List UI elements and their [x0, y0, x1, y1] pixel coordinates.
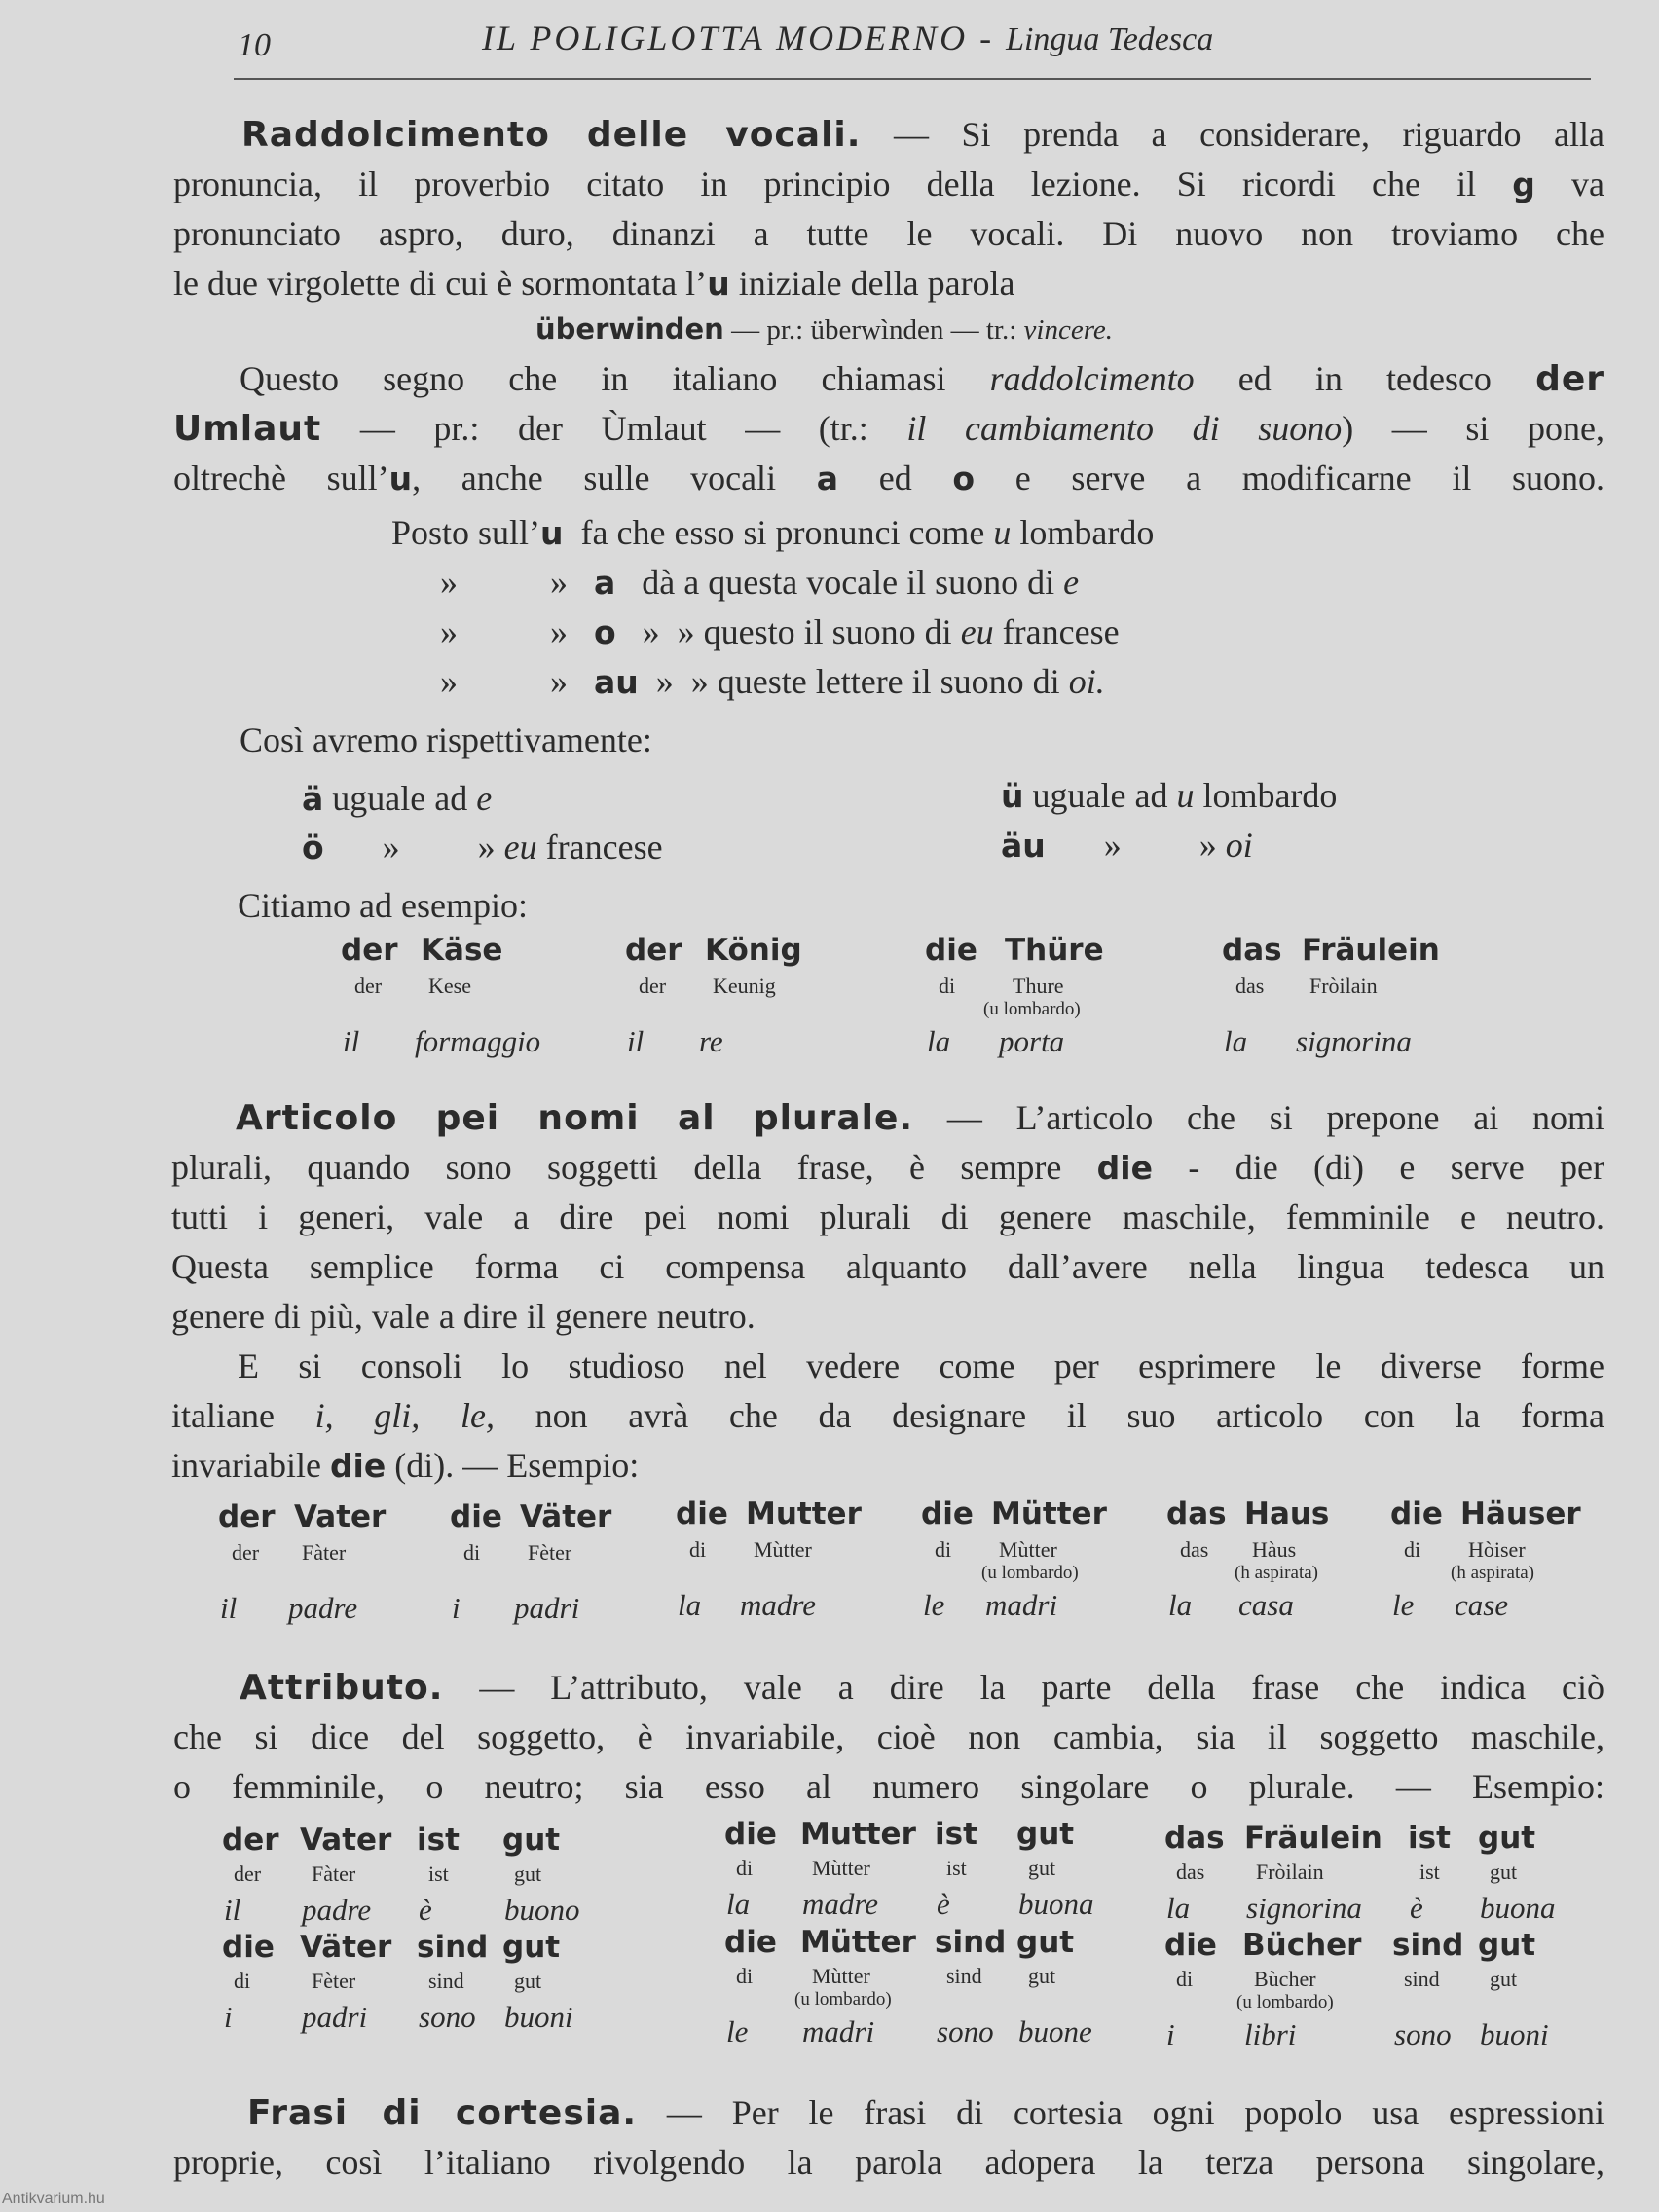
citiamo-intro: Citiamo ad esempio:: [238, 886, 528, 925]
german-word: ist: [1408, 1821, 1451, 1856]
book-subtitle: Lingua Tedesca: [1006, 21, 1214, 57]
german-article: der: [218, 1499, 276, 1534]
pron-word: Mùtter: [812, 1964, 870, 1988]
section-articolo: Articolo pei nomi al plurale. — L’articolo che si prepone ai nomi plurali, quando sono soggetti della frase, è sempre die - die (di) e serve per tutti i generi, vale a dire pei nomi plurali di genere maschile, femminile e neutro. Questa semplice forma ci compensa alquanto dall’avere nella lingua tedesca un genere di più, vale a dire il genere neutro. E si consoli lo studioso nel vedere come per esprimere le diverse forme italiane i, gli, le, non avrà che da designare il suo articolo con la forma invariabile die (di). — Esempio:: [171, 1098, 1605, 1485]
book-title: IL POLIGLOTTA MODERNO - Lingua Tedesca: [482, 18, 1214, 57]
italian-word: le: [726, 2014, 749, 2048]
german-word: das: [1164, 1821, 1225, 1856]
pron-noun: Keunig: [713, 974, 776, 998]
italian-word: padre: [302, 1893, 372, 1927]
italian-word: buona: [1018, 1887, 1094, 1921]
pron-noun: Hàus: [1252, 1537, 1297, 1562]
page-number: 10: [238, 27, 271, 63]
german-article: die: [925, 933, 977, 968]
italian-article: la: [1224, 1024, 1248, 1058]
pron-word: der: [234, 1862, 262, 1886]
italian-word: i: [1166, 2017, 1175, 2051]
german-word: die: [724, 1925, 777, 1960]
section-attributo: Attributo. — L’attributo, vale a dire la parte della frase che indica ciò che si dice del soggetto, è invariabile, cioè non cambia, sia il soggetto maschile, o femminile, o neutro; sia esso al numero singolare o plurale. — Esempio:: [173, 1668, 1604, 1806]
pron-article: das: [1235, 974, 1265, 998]
pron-word: Fròilain: [1256, 1860, 1324, 1884]
pron-article: der: [639, 974, 667, 998]
pron-note: (u lombardo): [981, 1563, 1079, 1583]
example-uberwinden: überwinden — pr.: überwìnden — tr.: vincere.: [535, 313, 1114, 346]
posto-row-1: Posto sull’u fa che esso si pronunci come u lombardo: [391, 513, 1155, 552]
italian-word: la: [726, 1887, 751, 1921]
pron-article: di: [935, 1537, 952, 1562]
italian-article: i: [452, 1591, 461, 1625]
italian-article: il: [220, 1591, 238, 1625]
pron-noun: Fròilain: [1309, 974, 1378, 998]
pron-word: gut: [514, 1862, 542, 1886]
cosi-o: ö » » eu francese: [302, 828, 663, 866]
german-noun: Vater: [294, 1499, 387, 1534]
pron-word: di: [736, 1964, 754, 1988]
pron-article: di: [939, 974, 956, 998]
german-noun: König: [705, 933, 802, 968]
german-article: der: [625, 933, 682, 968]
pron-word: di: [234, 1969, 251, 1993]
german-noun: Fräulein: [1302, 933, 1440, 968]
german-article: das: [1222, 933, 1282, 968]
italian-word: padri: [302, 2000, 368, 2034]
pron-word: ist: [946, 1856, 967, 1880]
italian-word: i: [224, 2000, 233, 2034]
german-noun: Väter: [520, 1499, 612, 1534]
german-word: Bücher: [1242, 1928, 1362, 1963]
italian-word: buoni: [504, 2000, 573, 2034]
german-noun: Häuser: [1460, 1496, 1581, 1531]
german-noun: Mütter: [991, 1496, 1107, 1531]
pron-note: (h aspirata): [1451, 1563, 1534, 1583]
italian-noun: padri: [514, 1591, 580, 1625]
pron-noun: Fèter: [528, 1540, 572, 1565]
italian-article: la: [927, 1024, 951, 1058]
pron-word: Fèter: [312, 1969, 356, 1993]
german-article: der: [341, 933, 398, 968]
german-word: Fräulein: [1244, 1821, 1382, 1856]
section-raddolcimento: Raddolcimento delle vocali. — Si prenda a considerare, riguardo alla pronuncia, il proverbio citato in principio della lezione. Si ricordi che il g va pronunciato aspro, duro, dinanzi a tutte le vocali. Di nuovo non troviamo che le due virgolette di cui è sormontata l’u iniziale della parola: [173, 115, 1605, 303]
italian-noun: casa: [1238, 1588, 1294, 1622]
pron-word: ist: [1419, 1860, 1440, 1884]
pron-word: Mùtter: [812, 1856, 870, 1880]
italian-word: buona: [1480, 1891, 1556, 1925]
german-word: ist: [417, 1823, 460, 1858]
german-word: gut: [502, 1930, 561, 1965]
italian-article: le: [1392, 1588, 1415, 1622]
italian-word: sono: [419, 2000, 476, 2034]
pron-word: Bùcher: [1254, 1967, 1316, 1991]
pron-noun: Fàter: [302, 1540, 347, 1565]
pron-noun: Thure: [1013, 974, 1064, 998]
pron-article: das: [1180, 1537, 1209, 1562]
italian-noun: madri: [985, 1588, 1058, 1622]
italian-article: la: [678, 1588, 702, 1622]
paragraph-umlaut: Questo segno che in italiano chiamasi raddolcimento ed in tedesco der Umlaut — pr.: der Ùmlaut — (tr.: il cambiamento di suono) — si pone, oltrechè sull’u, anche sulle vocali a ed o e serve a modificarne il suono.: [173, 359, 1605, 498]
italian-word: è: [937, 1887, 950, 1921]
cosi-u: ü uguale ad u lombardo: [1001, 776, 1338, 815]
cosi-intro: Così avremo rispettivamente:: [240, 720, 652, 759]
pron-article: der: [354, 974, 383, 998]
pron-article: der: [232, 1540, 260, 1565]
cosi-a: ä uguale ad e: [302, 779, 493, 818]
german-noun: Käse: [421, 933, 503, 968]
german-word: sind: [417, 1930, 489, 1965]
posto-row-3: » » o » » questo il suono di eu francese: [440, 612, 1120, 651]
pron-word: das: [1176, 1860, 1205, 1884]
german-word: gut: [1016, 1925, 1075, 1960]
pron-word: gut: [1490, 1967, 1518, 1991]
german-word: die: [1164, 1928, 1217, 1963]
pron-noun: Mùtter: [754, 1537, 812, 1562]
pron-word: gut: [1028, 1856, 1056, 1880]
pron-note: (u lombardo): [794, 1989, 892, 2009]
italian-noun: case: [1455, 1588, 1509, 1622]
pron-word: di: [1176, 1967, 1194, 1991]
italian-noun: formaggio: [415, 1024, 541, 1058]
italian-noun: madre: [740, 1588, 817, 1622]
italian-word: sono: [1394, 2017, 1452, 2051]
german-word: gut: [1016, 1817, 1075, 1852]
german-word: gut: [502, 1823, 561, 1858]
german-article: die: [921, 1496, 974, 1531]
german-article: das: [1166, 1496, 1227, 1531]
italian-article: le: [923, 1588, 945, 1622]
german-noun: Haus: [1244, 1496, 1330, 1531]
pron-word: gut: [1490, 1860, 1518, 1884]
italian-word: il: [224, 1893, 241, 1927]
german-word: der: [222, 1823, 279, 1858]
italian-word: madre: [802, 1887, 879, 1921]
german-word: sind: [1392, 1928, 1464, 1963]
german-word: Mutter: [800, 1817, 916, 1852]
german-article: die: [450, 1499, 502, 1534]
pron-word: sind: [428, 1969, 464, 1993]
german-word: gut: [1478, 1928, 1536, 1963]
pron-note: (h aspirata): [1235, 1563, 1318, 1583]
italian-noun: porta: [999, 1024, 1065, 1058]
pron-noun: Hòiser: [1468, 1537, 1526, 1562]
italian-word: è: [1410, 1891, 1423, 1925]
italian-article: la: [1168, 1588, 1193, 1622]
italian-word: la: [1166, 1891, 1191, 1925]
german-word: Väter: [300, 1930, 392, 1965]
italian-word: sono: [937, 2014, 994, 2048]
pron-noun: Mùtter: [999, 1537, 1057, 1562]
german-article: die: [1390, 1496, 1443, 1531]
section-heading: Articolo pei nomi al plurale.: [236, 1098, 914, 1138]
pron-word: ist: [428, 1862, 449, 1886]
posto-row-4: » » au » » queste lettere il suono di oi.: [440, 662, 1105, 701]
posto-row-2: » » a dà a questa vocale il suono di e: [440, 563, 1080, 602]
italian-word: buone: [1018, 2014, 1092, 2048]
section-cortesia: Frasi di cortesia. — Per le frasi di cortesia ogni popolo usa espressioni proprie, così l’italiano rivolgendo la parola adopera la terza persona singolare,: [173, 2093, 1605, 2182]
italian-noun: signorina: [1296, 1024, 1412, 1058]
italian-word: è: [419, 1893, 432, 1927]
pron-word: di: [736, 1856, 754, 1880]
pron-article: di: [463, 1540, 481, 1565]
italian-word: madri: [802, 2014, 875, 2048]
section-heading: Frasi di cortesia.: [247, 2093, 638, 2133]
pron-word: gut: [514, 1969, 542, 1993]
pron-article: di: [1404, 1537, 1421, 1562]
german-word: sind: [935, 1925, 1007, 1960]
german-word: gut: [1478, 1821, 1536, 1856]
pron-article: di: [689, 1537, 707, 1562]
italian-word: signorina: [1246, 1891, 1362, 1925]
pron-word: Fàter: [312, 1862, 356, 1886]
italian-article: il: [627, 1024, 645, 1058]
cosi-au: äu » » oi: [1001, 826, 1253, 865]
pron-note: (u lombardo): [983, 999, 1081, 1019]
german-word: ist: [935, 1817, 977, 1852]
german-word: die: [724, 1817, 777, 1852]
pron-word: gut: [1028, 1964, 1056, 1988]
watermark-footer: Antikvarium.hu: [2, 2191, 105, 2207]
section-heading: Raddolcimento delle vocali.: [241, 115, 862, 155]
pron-note: (u lombardo): [1236, 1992, 1334, 2012]
german-word: Vater: [300, 1823, 392, 1858]
german-noun: Thüre: [1005, 933, 1104, 968]
italian-noun: padre: [288, 1591, 358, 1625]
pron-noun: Kese: [428, 974, 471, 998]
italian-noun: re: [699, 1024, 723, 1058]
italian-word: libri: [1244, 2017, 1297, 2051]
german-noun: Mutter: [746, 1496, 862, 1531]
section-heading: Attributo.: [240, 1668, 444, 1708]
running-header: [234, 8, 1591, 80]
german-article: die: [676, 1496, 728, 1531]
italian-article: il: [343, 1024, 360, 1058]
italian-word: buoni: [1480, 2017, 1549, 2051]
pron-word: sind: [946, 1964, 982, 1988]
pron-word: sind: [1404, 1967, 1440, 1991]
german-word: die: [222, 1930, 275, 1965]
italian-word: buono: [504, 1893, 580, 1927]
german-word: Mütter: [800, 1925, 916, 1960]
